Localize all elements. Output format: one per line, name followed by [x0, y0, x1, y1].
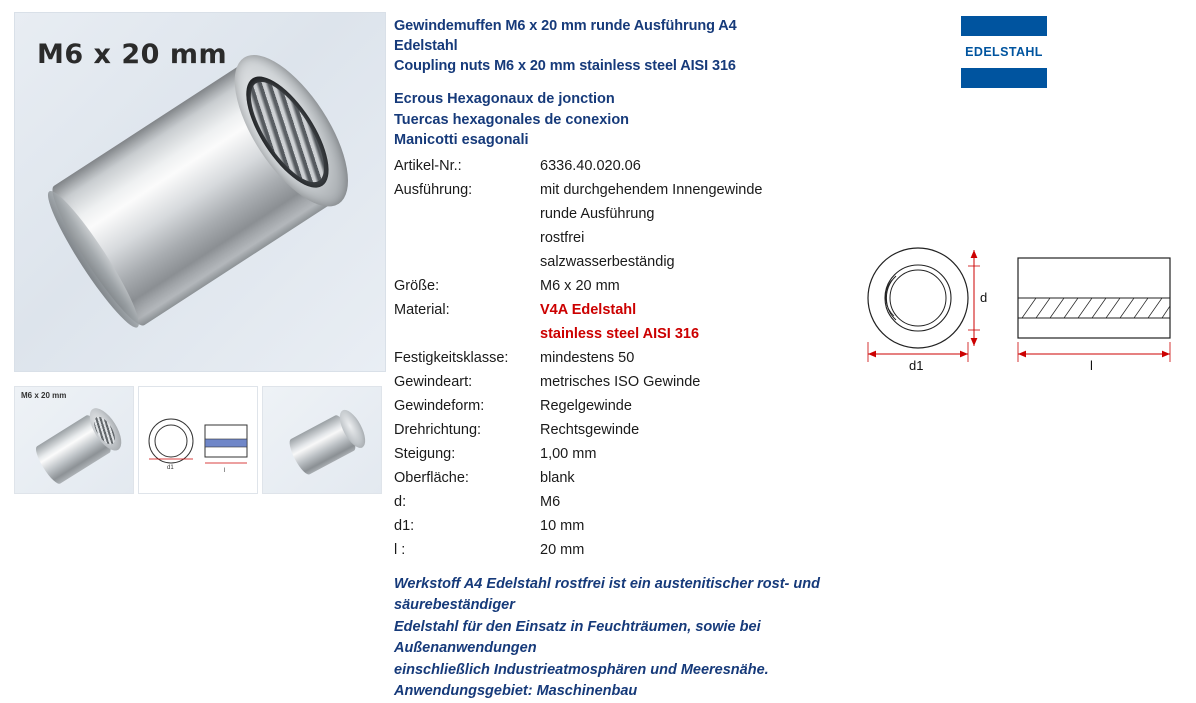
spec-key: Gewindeform:: [394, 397, 485, 414]
thumbnail-photo-1[interactable]: [14, 386, 134, 494]
spec-value-extra: salzwasserbeständig: [540, 253, 675, 270]
logo-bar-top: [961, 16, 1047, 36]
spec-key: Festigkeitsklasse:: [394, 349, 509, 366]
material-description-line: Edelstahl für den Einsatz in Feuchträumen, sowie bei Außenanwendungen: [394, 618, 761, 656]
svg-text:d1: d1: [167, 465, 174, 471]
spec-value-material-en: stainless steel AISI 316: [540, 325, 700, 342]
table-row: [394, 298, 864, 322]
product-title-de-2: Edelstahl: [394, 38, 458, 54]
table-row: [394, 418, 864, 442]
spec-value: 1,00 mm: [540, 445, 597, 462]
svg-text:l: l: [224, 468, 226, 474]
product-title-de-1: Gewindemuffen M6 x 20 mm runde Ausführung A4: [394, 18, 737, 34]
spec-value-material: V4A Edelstahl: [540, 301, 637, 318]
spec-value: M6 x 20 mm: [540, 277, 620, 294]
table-row: [394, 490, 864, 514]
spec-key: d:: [394, 493, 407, 510]
product-main-photo[interactable]: [14, 12, 386, 372]
table-row: [394, 178, 864, 202]
spec-value: Regelgewinde: [540, 397, 632, 414]
product-title-en: Coupling nuts M6 x 20 mm stainless steel AISI 316: [394, 58, 736, 74]
spec-value: metrisches ISO Gewinde: [540, 373, 701, 390]
thumbnail-strip: [14, 386, 384, 494]
spec-key: Oberfläche:: [394, 469, 469, 486]
material-description-line: Werkstoff A4 Edelstahl rostfrei ist ein austenitischer rost- und säurebeständiger: [394, 575, 820, 613]
edelstahl-logo: [961, 16, 1047, 88]
table-row: [394, 154, 864, 178]
dimension-label-l: l: [1090, 358, 1093, 373]
photo-size-caption: M6 x 20 mm: [37, 39, 228, 70]
spec-key: Drehrichtung:: [394, 421, 482, 438]
thumbnail-nut-side-icon: [281, 400, 371, 486]
coupling-nut-illustration: [24, 19, 386, 372]
spec-value-extra: rostfrei: [540, 229, 585, 246]
thumbnail-photo-3[interactable]: [262, 386, 382, 494]
dimension-label-d1: d1: [909, 358, 924, 373]
spec-key: l :: [394, 541, 406, 558]
spec-key: Material:: [394, 301, 450, 318]
spec-key: Ausführung:: [394, 181, 473, 198]
spec-value: M6: [540, 493, 561, 510]
subtitle-es: Tuercas hexagonales de conexion: [394, 111, 630, 128]
page-right-margin: [1190, 0, 1196, 691]
spec-value: Rechtsgewinde: [540, 421, 640, 438]
spec-value: 10 mm: [540, 517, 585, 534]
table-row: [394, 370, 864, 394]
logo-label: EDELSTAHL: [965, 45, 1043, 59]
product-info-block: [394, 16, 864, 703]
technical-drawing-svg: [846, 236, 1186, 376]
subtitle-it: Manicotti esagonali: [394, 132, 529, 148]
table-row: [394, 442, 864, 466]
spec-value: mit durchgehendem Innengewinde: [540, 181, 763, 198]
thumbnail-technical-drawing-icon: [139, 387, 257, 493]
table-row: [394, 538, 864, 562]
table-row: [394, 346, 864, 370]
spec-value-extra: runde Ausführung: [540, 205, 655, 222]
table-row: [394, 394, 864, 418]
spec-key: Gewindeart:: [394, 373, 473, 390]
logo-bar-bottom: [961, 68, 1047, 88]
thumbnail-caption: M6 x 20 mm: [21, 391, 67, 400]
product-subtitles: [394, 89, 864, 151]
spec-key: Steigung:: [394, 445, 456, 462]
material-description-line: einschließlich Industrieatmosphären und Meeresnähe.: [394, 661, 769, 678]
dimension-label-d: d: [980, 290, 988, 305]
spec-value: 6336.40.020.06: [540, 157, 641, 174]
table-row: [394, 466, 864, 490]
subtitle-fr: Ecrous Hexagonaux de jonction: [394, 91, 615, 107]
spec-key: Größe:: [394, 277, 440, 294]
spec-value: 20 mm: [540, 541, 585, 558]
table-row: [394, 514, 864, 538]
spec-value: mindestens 50: [540, 349, 635, 366]
technical-drawing: [846, 236, 1186, 376]
spec-key: d1:: [394, 517, 415, 534]
specification-table: [394, 154, 864, 562]
table-row: [394, 274, 864, 298]
spec-key: Artikel-Nr.:: [394, 157, 462, 174]
thumbnail-nut-icon: [27, 399, 128, 494]
thumbnail-drawing-2[interactable]: [138, 386, 258, 494]
material-description: [394, 574, 864, 703]
application-line: Anwendungsgebiet: Maschinenbau: [394, 683, 638, 699]
spec-value: blank: [540, 469, 575, 486]
